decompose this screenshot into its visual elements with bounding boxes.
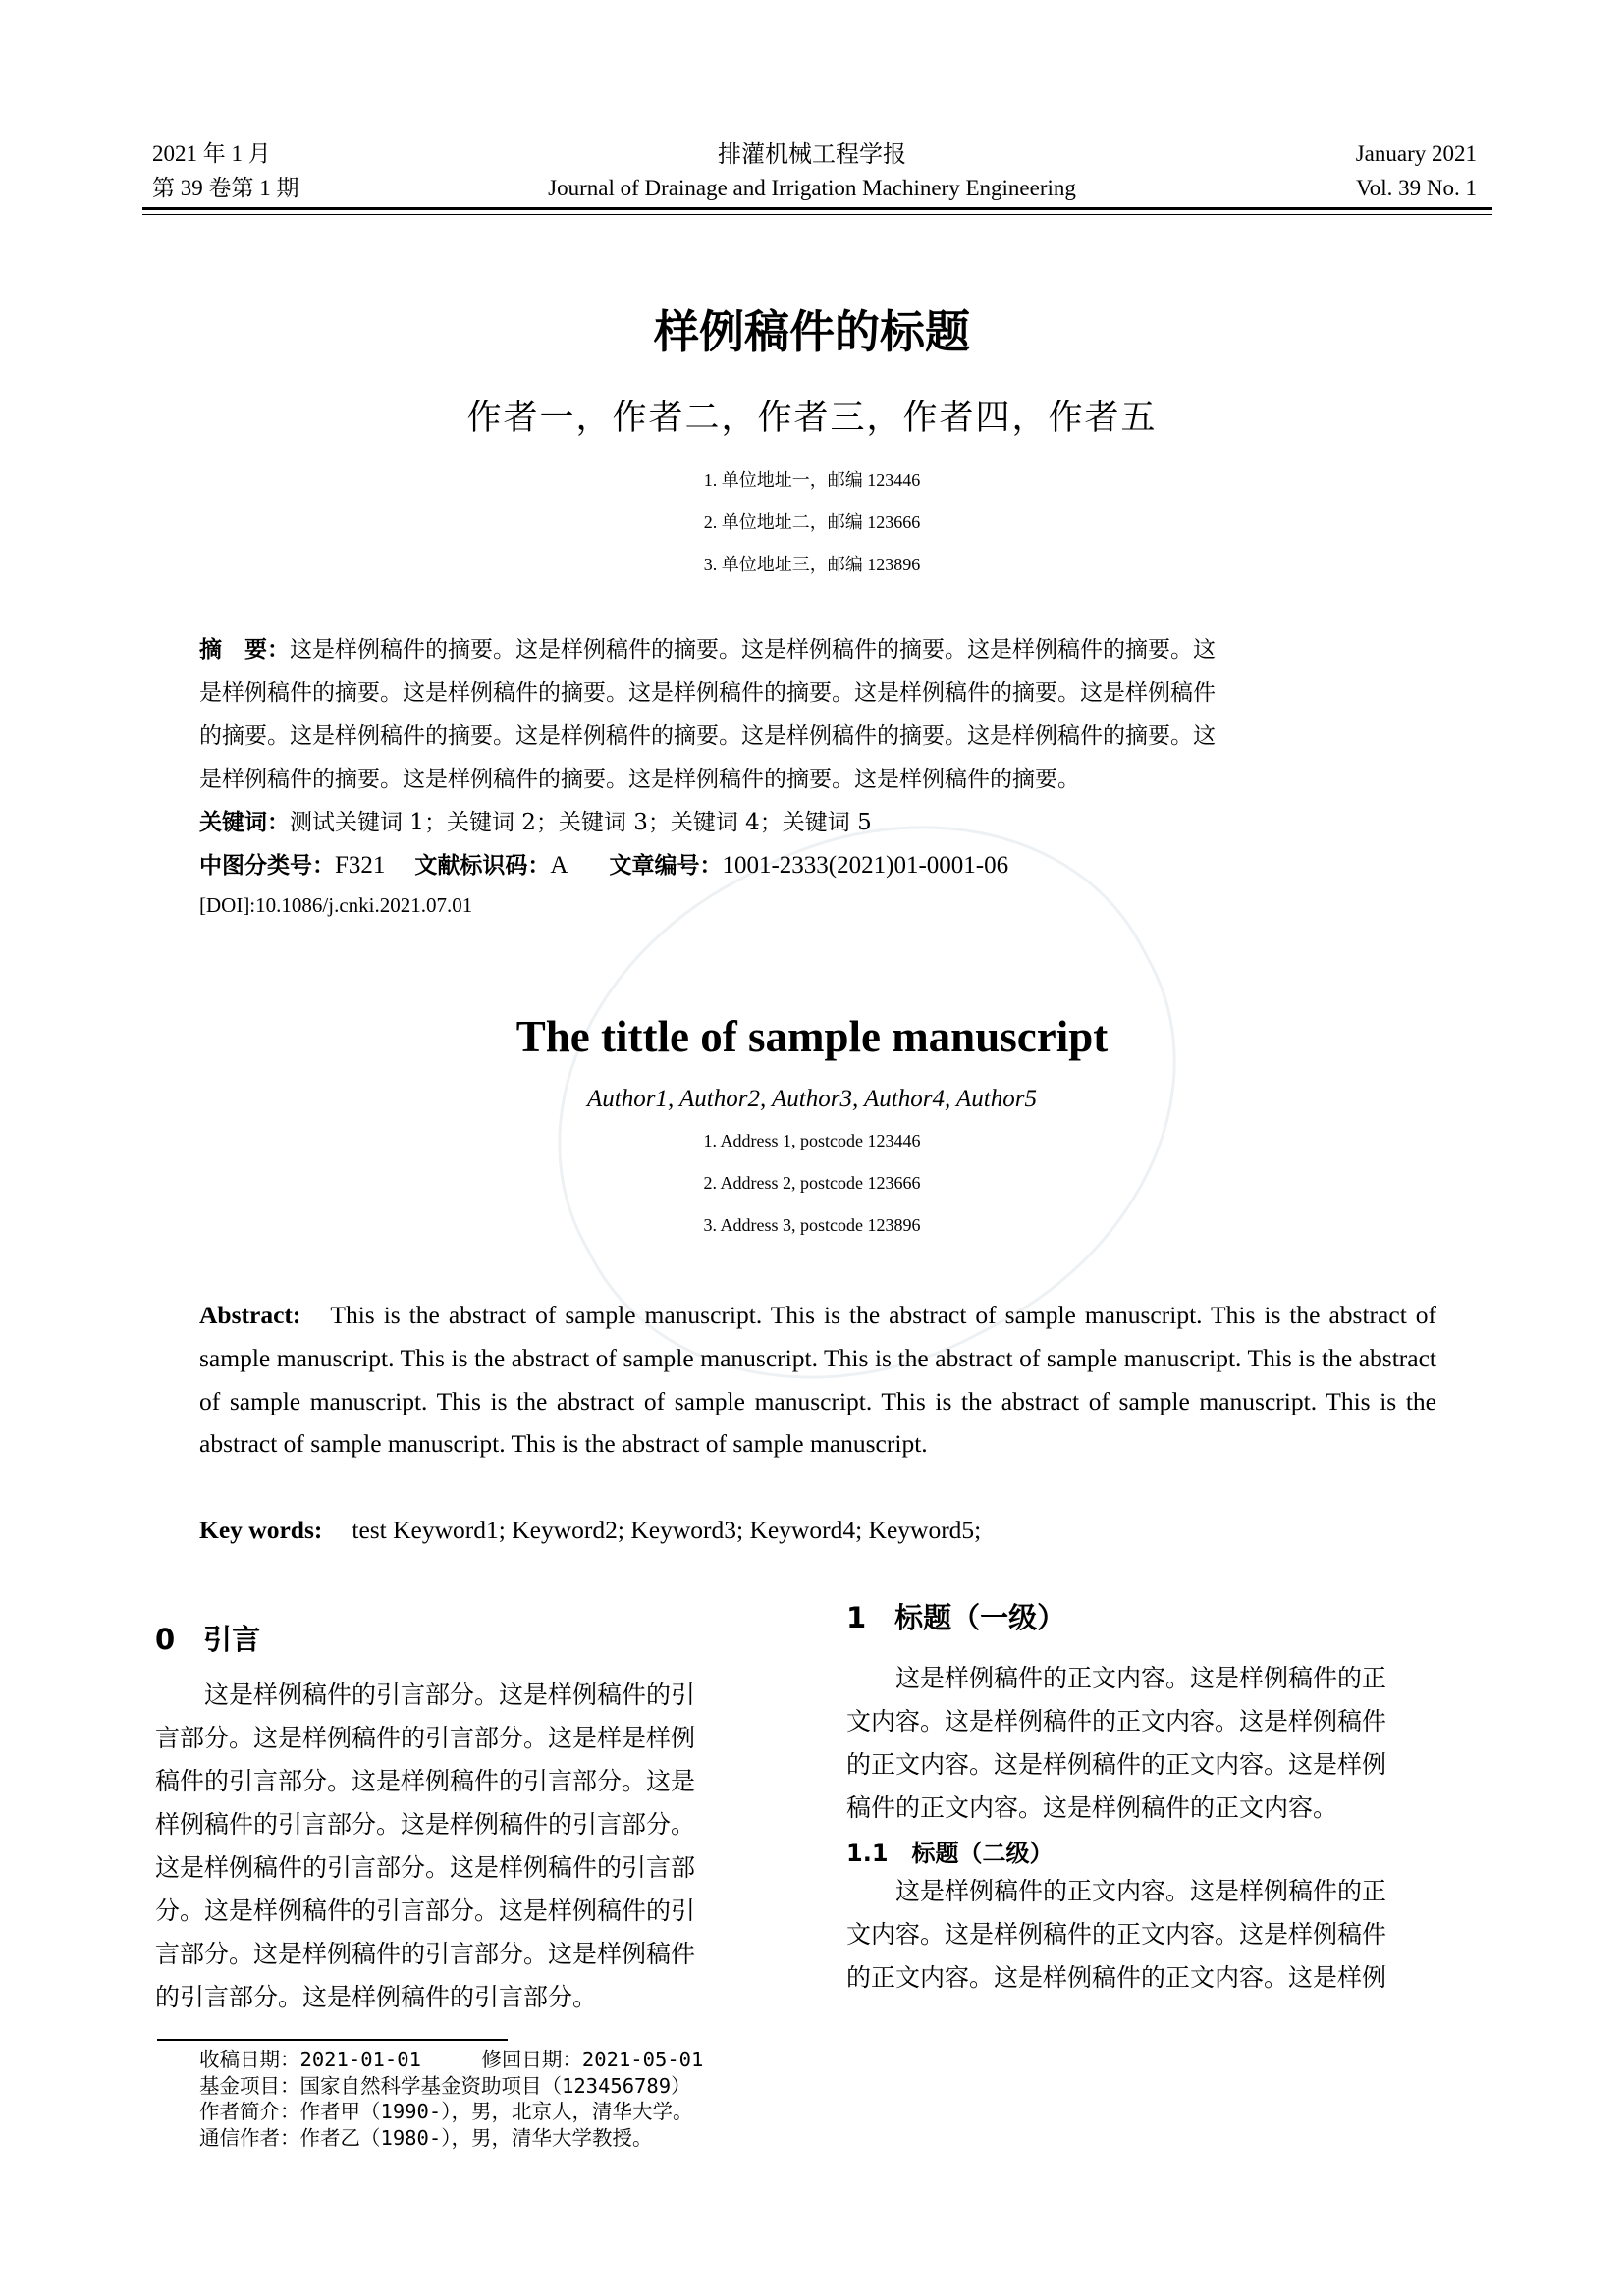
header-volume-en: Vol. 39 No. 1 (1356, 176, 1477, 200)
keywords-cn-value: 测试关键词 1；关键词 2；关键词 3；关键词 4；关键词 5 (290, 810, 872, 835)
section-1-1-heading: 1.1 标题（二级） (846, 1840, 1054, 1867)
footnote-funding: 基金项目：国家自然科学基金资助项目（123456789） (199, 2073, 691, 2098)
body-line: 文内容。这是样例稿件的正文内容。这是样例稿件 (846, 1707, 1387, 1735)
body-line: 稿件的正文内容。这是样例稿件的正文内容。 (846, 1793, 1338, 1822)
affiliation-cn-1: 1. 单位地址一，邮编 123446 (703, 470, 921, 490)
doc-code-label: 文献标识码： (414, 853, 551, 879)
classification-line (199, 844, 1216, 887)
body-line: 样例稿件的引言部分。这是样例稿件的引言部分。 (155, 1810, 696, 1839)
header-journal-en: Journal of Drainage and Irrigation Machinery Engineering (548, 176, 1076, 200)
header-volume-cn: 第 39 卷第 1 期 (152, 176, 299, 200)
affiliation-en-2: 2. Address 2, postcode 123666 (703, 1173, 921, 1193)
keywords-en (199, 1509, 981, 1552)
footnote-rule (157, 2039, 508, 2041)
body-line: 言部分。这是样例稿件的引言部分。这是样例稿件 (155, 1940, 696, 1968)
body-line: 的引言部分。这是样例稿件的引言部分。 (155, 1983, 598, 2011)
abstract-cn-line: 是样例稿件的摘要。这是样例稿件的摘要。这是样例稿件的摘要。这是样例稿件的摘要。 (199, 767, 1080, 792)
abstract-en-label: Abstract: (199, 1301, 301, 1329)
body-line: 分。这是样例稿件的引言部分。这是样例稿件的引 (155, 1896, 696, 1925)
affiliation-en-1: 1. Address 1, postcode 123446 (703, 1131, 921, 1150)
header-rule (142, 207, 1492, 210)
body-line: 的正文内容。这是样例稿件的正文内容。这是样例 (846, 1750, 1387, 1779)
clc-label: 中图分类号： (199, 853, 335, 879)
header-date-cn: 2021 年 1 月 (152, 141, 271, 166)
body-line: 文内容。这是样例稿件的正文内容。这是样例稿件 (846, 1920, 1387, 1949)
body-line: 的正文内容。这是样例稿件的正文内容。这是样例 (846, 1963, 1387, 1992)
doi: [DOI]:10.1086/j.cnki.2021.07.01 (199, 893, 473, 917)
authors-en: Author1, Author2, Author3, Author4, Author5 (587, 1086, 1037, 1112)
abstract-cn-line: 的摘要。这是样例稿件的摘要。这是样例稿件的摘要。这是样例稿件的摘要。这是样例稿件的摘要。这 (199, 723, 1216, 749)
footnote-received-date: 收稿日期：2021-01-01 修回日期：2021-05-01 (199, 2048, 704, 2071)
title-cn: 样例稿件的标题 (654, 305, 970, 358)
body-line: 言部分。这是样例稿件的引言部分。这是样是样例 (155, 1724, 696, 1752)
section-1-body (846, 1657, 1386, 1830)
body-line: 这是样例稿件的引言部分。这是样例稿件的引言部 (155, 1853, 696, 1882)
section-0-body (155, 1674, 695, 2019)
keywords-cn-label: 关键词： (199, 810, 290, 835)
body-line: 这是样例稿件的正文内容。这是样例稿件的正 (846, 1664, 1387, 1692)
abstract-en (199, 1294, 1436, 1466)
footnotes (199, 2047, 703, 2151)
body-line: 这是样例稿件的正文内容。这是样例稿件的正 (846, 1877, 1387, 1905)
section-1-heading: 1 标题（一级） (846, 1601, 1066, 1634)
section-0-heading: 0 引言 (155, 1623, 261, 1656)
clc-value: F321 (335, 852, 386, 879)
body-line: 这是样例稿件的引言部分。这是样例稿件的引 (155, 1681, 696, 1709)
authors-cn: 作者一，作者二，作者三，作者四，作者五 (466, 399, 1158, 438)
abstract-cn-label: 摘 要： (199, 637, 290, 663)
header-rule-thin (142, 214, 1492, 215)
section-1-1-body (846, 1870, 1386, 2000)
article-number-label: 文章编号： (609, 853, 723, 879)
abstract-cn-line: 是样例稿件的摘要。这是样例稿件的摘要。这是样例稿件的摘要。这是样例稿件的摘要。这是样例稿件 (199, 680, 1216, 706)
footnote-author-bio: 作者简介：作者甲（1990-），男，北京人，清华大学。 (199, 2100, 693, 2123)
affiliation-en-3: 3. Address 3, postcode 123896 (703, 1215, 921, 1235)
footnote-corresponding-author: 通信作者：作者乙（1980-），男，清华大学教授。 (199, 2125, 653, 2150)
header-date-en: January 2021 (1355, 141, 1477, 166)
header-journal-cn: 排灌机械工程学报 (718, 140, 906, 168)
abstract-cn-line: 摘 要：这是样例稿件的摘要。这是样例稿件的摘要。这是样例稿件的摘要。这是样例稿件的摘要。这 (199, 637, 1216, 663)
abstract-en-text: This is the abstract of sample manuscript. This is the abstract of sample manuscript. This is the abstract of sample manuscript. This is the abstract of sample manuscript. This is the abstract of sample manuscript. This is the abstract of sample manuscript. This is the abstract of sample manuscript. This is the abstract of sample manuscript. This is the abstract of sample manuscript. This is the abstract of sample manuscript. (199, 1301, 1436, 1459)
keywords-cn (199, 801, 1216, 844)
doc-code-value: A (550, 852, 568, 879)
affiliation-cn-2: 2. 单位地址二，邮编 123666 (703, 512, 921, 532)
keywords-en-label: Key words: (199, 1516, 323, 1544)
title-en: The tittle of sample manuscript (515, 1012, 1109, 1061)
keywords-en-value: test Keyword1; Keyword2; Keyword3; Keyword4; Keyword5; (352, 1516, 982, 1544)
article-number-value: 1001-2333(2021)01-0001-06 (722, 852, 1009, 879)
affiliation-cn-3: 3. 单位地址三，邮编 123896 (703, 555, 921, 574)
body-line: 稿件的引言部分。这是样例稿件的引言部分。这是 (155, 1767, 696, 1795)
abstract-cn (199, 628, 1216, 887)
